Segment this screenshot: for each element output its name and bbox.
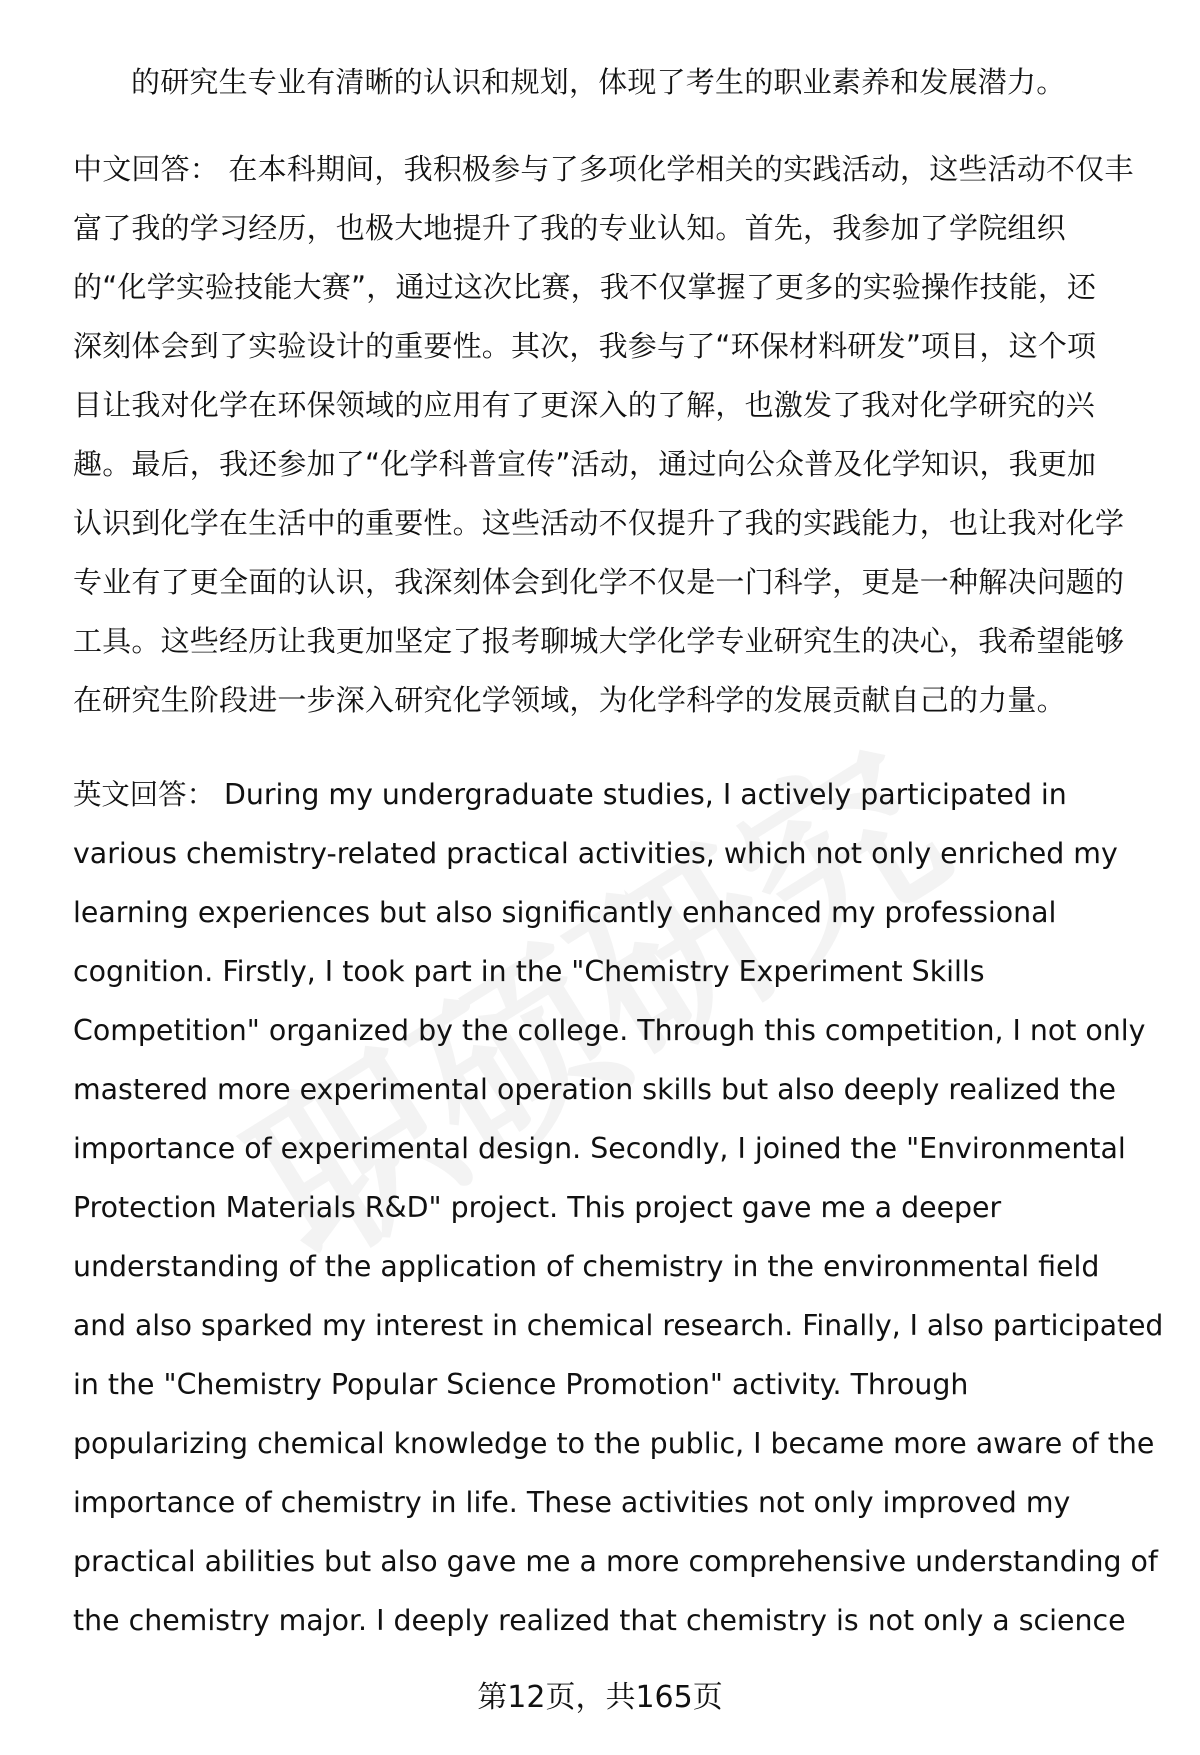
text-line: the chemistry major. I deeply realized that chemistry is not only a science [73, 1604, 1126, 1637]
text-line: 英文回答： During my undergraduate studies, I actively participated in [73, 778, 1067, 811]
text-line: 工具。这些经历让我更加坚定了报考聊城大学化学专业研究生的决心，我希望能够 [73, 624, 1125, 658]
text-line: Protection Materials R&D" project. This project gave me a deeper [73, 1191, 1002, 1224]
text-line: understanding of the application of chemistry in the environmental field [73, 1250, 1100, 1283]
text-line: 在研究生阶段进一步深入研究化学领域，为化学科学的发展贡献自己的力量。 [73, 683, 1066, 717]
text-line: 专业有了更全面的认识，我深刻体会到化学不仅是一门科学，更是一种解决问题的 [73, 565, 1125, 599]
text-line: 深刻体会到了实验设计的重要性。其次，我参与了“环保材料研发”项目，这个项 [73, 329, 1097, 363]
text-line: and also sparked my interest in chemical research. Finally, I also participated [73, 1309, 1164, 1342]
text-line: 目让我对化学在环保领域的应用有了更深入的了解，也激发了我对化学研究的兴 [73, 388, 1096, 422]
text-line: importance of experimental design. Secondly, I joined the "Environmental [73, 1132, 1126, 1165]
text-line: 认识到化学在生活中的重要性。这些活动不仅提升了我的实践能力，也让我对化学 [73, 506, 1125, 540]
text-line: learning experiences but also significantly enhanced my professional [73, 896, 1057, 929]
text-line: practical abilities but also gave me a more comprehensive understanding of [73, 1545, 1158, 1578]
text-line: 中文回答： 在本科期间，我积极参与了多项化学相关的实践活动，这些活动不仅丰 [73, 152, 1134, 186]
text-line: 的研究生专业有清晰的认识和规划，体现了考生的职业素养和发展潜力。 [131, 65, 1066, 99]
text-line: mastered more experimental operation skills but also deeply realized the [73, 1073, 1117, 1106]
text-line: various chemistry-related practical activities, which not only enriched my [73, 837, 1118, 870]
text-line: Competition" organized by the college. Through this competition, I not only [73, 1014, 1146, 1047]
text-line: cognition. Firstly, I took part in the "Chemistry Experiment Skills [73, 955, 985, 988]
text-line: popularizing chemical knowledge to the public, I became more aware of the [73, 1427, 1155, 1460]
text-line: in the "Chemistry Popular Science Promotion" activity. Through [73, 1368, 969, 1401]
page-number-footer: 第12页，共165页 [477, 1680, 723, 1715]
intro-paragraph [73, 53, 1200, 112]
text-line: 的“化学实验技能大赛”，通过这次比赛，我不仅掌握了更多的实验操作技能，还 [73, 270, 1097, 304]
english-answer-paragraph [73, 765, 1163, 1650]
text-line: importance of chemistry in life. These activities not only improved my [73, 1486, 1071, 1519]
text-line: 趣。最后，我还参加了“化学科普宣传”活动，通过向公众普及化学知识，我更加 [73, 447, 1097, 481]
chinese-answer-paragraph [73, 140, 1163, 730]
text-line: 富了我的学习经历，也极大地提升了我的专业认知。首先，我参加了学院组织 [73, 211, 1066, 245]
